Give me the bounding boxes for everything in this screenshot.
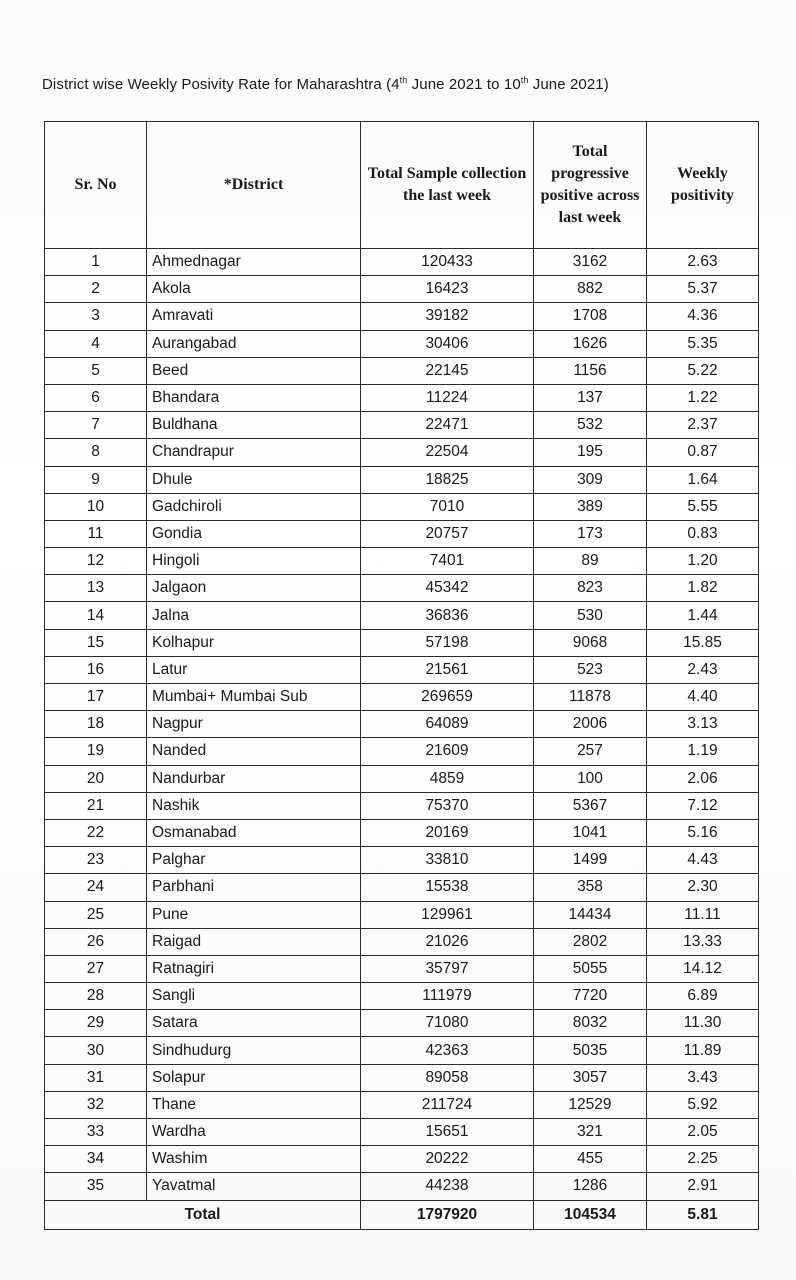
district-cell: Jalgaon	[147, 575, 361, 602]
sample-count-cell: 11224	[361, 384, 534, 411]
sr-no-cell: 23	[45, 847, 147, 874]
sample-count-cell: 21561	[361, 656, 534, 683]
table-row	[45, 847, 759, 874]
district-cell: Gondia	[147, 520, 361, 547]
sr-no-cell: 22	[45, 819, 147, 846]
sample-count-cell: 64089	[361, 711, 534, 738]
sr-no-cell: 9	[45, 466, 147, 493]
positivity-cell: 2.05	[647, 1119, 759, 1146]
table-row	[45, 738, 759, 765]
positivity-cell: 6.89	[647, 983, 759, 1010]
positivity-cell: 3.13	[647, 711, 759, 738]
table-row	[45, 276, 759, 303]
positive-count-cell: 14434	[534, 901, 647, 928]
positivity-cell: 1.64	[647, 466, 759, 493]
positive-count-cell: 9068	[534, 629, 647, 656]
sample-count-cell: 57198	[361, 629, 534, 656]
table-row	[45, 901, 759, 928]
sr-no-cell: 3	[45, 303, 147, 330]
district-cell: Palghar	[147, 847, 361, 874]
positive-count-cell: 173	[534, 520, 647, 547]
sr-no-cell: 16	[45, 656, 147, 683]
header-weekly-positivity: Weekly positivity	[647, 122, 759, 249]
positivity-cell: 5.16	[647, 819, 759, 846]
sr-no-cell: 4	[45, 330, 147, 357]
positivity-cell: 1.44	[647, 602, 759, 629]
positivity-cell: 7.12	[647, 792, 759, 819]
sample-count-cell: 21609	[361, 738, 534, 765]
positive-count-cell: 1708	[534, 303, 647, 330]
table-row	[45, 602, 759, 629]
sample-count-cell: 7401	[361, 548, 534, 575]
district-cell: Latur	[147, 656, 361, 683]
header-sr-no: Sr. No	[45, 122, 147, 249]
positivity-cell: 2.25	[647, 1146, 759, 1173]
table-row	[45, 1010, 759, 1037]
positivity-table	[44, 121, 759, 1230]
positive-count-cell: 1041	[534, 819, 647, 846]
sample-count-cell: 89058	[361, 1064, 534, 1091]
positive-count-cell: 309	[534, 466, 647, 493]
end-day: 10	[503, 76, 521, 93]
district-cell: Osmanabad	[147, 819, 361, 846]
table-row	[45, 520, 759, 547]
positive-count-cell: 11878	[534, 684, 647, 711]
positive-count-cell: 1286	[534, 1173, 647, 1200]
positivity-cell: 5.35	[647, 330, 759, 357]
positivity-cell: 15.85	[647, 629, 759, 656]
positive-count-cell: 882	[534, 276, 647, 303]
positive-count-cell: 5055	[534, 955, 647, 982]
district-cell: Washim	[147, 1146, 361, 1173]
total-samples: 1797920	[361, 1200, 534, 1229]
district-cell: Kolhapur	[147, 629, 361, 656]
positive-count-cell: 1499	[534, 847, 647, 874]
sample-count-cell: 120433	[361, 249, 534, 276]
header-row	[45, 122, 759, 249]
sample-count-cell: 15651	[361, 1119, 534, 1146]
sample-count-cell: 35797	[361, 955, 534, 982]
district-cell: Mumbai+ Mumbai Sub	[147, 684, 361, 711]
district-cell: Nanded	[147, 738, 361, 765]
total-positivity: 5.81	[647, 1200, 759, 1229]
district-cell: Ratnagiri	[147, 955, 361, 982]
district-cell: Thane	[147, 1091, 361, 1118]
table-row	[45, 1091, 759, 1118]
sample-count-cell: 44238	[361, 1173, 534, 1200]
table-row	[45, 765, 759, 792]
sr-no-cell: 12	[45, 548, 147, 575]
district-cell: Ahmednagar	[147, 249, 361, 276]
sr-no-cell: 21	[45, 792, 147, 819]
positivity-cell: 1.19	[647, 738, 759, 765]
sr-no-cell: 30	[45, 1037, 147, 1064]
sr-no-cell: 1	[45, 249, 147, 276]
sr-no-cell: 26	[45, 928, 147, 955]
district-cell: Akola	[147, 276, 361, 303]
district-cell: Yavatmal	[147, 1173, 361, 1200]
sample-count-cell: 30406	[361, 330, 534, 357]
sr-no-cell: 13	[45, 575, 147, 602]
positivity-cell: 2.30	[647, 874, 759, 901]
sr-no-cell: 6	[45, 384, 147, 411]
district-cell: Wardha	[147, 1119, 361, 1146]
district-cell: Aurangabad	[147, 330, 361, 357]
table-row	[45, 1119, 759, 1146]
table-row	[45, 466, 759, 493]
sample-count-cell: 45342	[361, 575, 534, 602]
sr-no-cell: 24	[45, 874, 147, 901]
table-row	[45, 548, 759, 575]
sr-no-cell: 8	[45, 439, 147, 466]
positivity-cell: 2.63	[647, 249, 759, 276]
positivity-cell: 3.43	[647, 1064, 759, 1091]
sr-no-cell: 31	[45, 1064, 147, 1091]
table-row	[45, 928, 759, 955]
sr-no-cell: 7	[45, 412, 147, 439]
district-cell: Dhule	[147, 466, 361, 493]
sr-no-cell: 10	[45, 493, 147, 520]
positivity-cell: 2.43	[647, 656, 759, 683]
district-cell: Beed	[147, 357, 361, 384]
district-cell: Amravati	[147, 303, 361, 330]
positivity-cell: 5.55	[647, 493, 759, 520]
positive-count-cell: 823	[534, 575, 647, 602]
district-cell: Sangli	[147, 983, 361, 1010]
table-row	[45, 983, 759, 1010]
district-cell: Nagpur	[147, 711, 361, 738]
district-cell: Sindhudurg	[147, 1037, 361, 1064]
table-row	[45, 955, 759, 982]
positivity-cell: 11.30	[647, 1010, 759, 1037]
sample-count-cell: 20757	[361, 520, 534, 547]
start-day-suffix: th	[399, 75, 408, 85]
header-total-positive: Total progressive positive across last week	[534, 122, 647, 249]
positivity-cell: 0.83	[647, 520, 759, 547]
district-cell: Parbhani	[147, 874, 361, 901]
start-month-year: June 2021	[411, 76, 483, 93]
positive-count-cell: 530	[534, 602, 647, 629]
positive-count-cell: 7720	[534, 983, 647, 1010]
positive-count-cell: 195	[534, 439, 647, 466]
sample-count-cell: 22504	[361, 439, 534, 466]
table-row	[45, 874, 759, 901]
positive-count-cell: 358	[534, 874, 647, 901]
district-cell: Hingoli	[147, 548, 361, 575]
header-total-sample: Total Sample collection the last week	[361, 122, 534, 249]
sr-no-cell: 5	[45, 357, 147, 384]
table-row	[45, 1173, 759, 1200]
table-row	[45, 493, 759, 520]
table-row	[45, 711, 759, 738]
sample-count-cell: 20169	[361, 819, 534, 846]
district-cell: Jalna	[147, 602, 361, 629]
district-cell: Pune	[147, 901, 361, 928]
district-cell: Satara	[147, 1010, 361, 1037]
positivity-cell: 5.37	[647, 276, 759, 303]
positivity-cell: 0.87	[647, 439, 759, 466]
sample-count-cell: 39182	[361, 303, 534, 330]
sample-count-cell: 18825	[361, 466, 534, 493]
positive-count-cell: 321	[534, 1119, 647, 1146]
positivity-cell: 4.36	[647, 303, 759, 330]
district-cell: Gadchiroli	[147, 493, 361, 520]
district-cell: Chandrapur	[147, 439, 361, 466]
table-row	[45, 1146, 759, 1173]
table-row	[45, 357, 759, 384]
district-cell: Bhandara	[147, 384, 361, 411]
total-positive: 104534	[534, 1200, 647, 1229]
table-row	[45, 412, 759, 439]
sr-no-cell: 15	[45, 629, 147, 656]
table-row	[45, 1037, 759, 1064]
sr-no-cell: 28	[45, 983, 147, 1010]
table-row	[45, 819, 759, 846]
positive-count-cell: 3162	[534, 249, 647, 276]
district-cell: Nandurbar	[147, 765, 361, 792]
sample-count-cell: 7010	[361, 493, 534, 520]
positive-count-cell: 100	[534, 765, 647, 792]
positivity-cell: 2.91	[647, 1173, 759, 1200]
positivity-cell: 13.33	[647, 928, 759, 955]
sample-count-cell: 4859	[361, 765, 534, 792]
positive-count-cell: 389	[534, 493, 647, 520]
table-row	[45, 629, 759, 656]
table-row	[45, 656, 759, 683]
sample-count-cell: 129961	[361, 901, 534, 928]
sample-count-cell: 111979	[361, 983, 534, 1010]
positivity-cell: 5.22	[647, 357, 759, 384]
table-row	[45, 303, 759, 330]
sr-no-cell: 18	[45, 711, 147, 738]
sr-no-cell: 27	[45, 955, 147, 982]
sample-count-cell: 22145	[361, 357, 534, 384]
sr-no-cell: 33	[45, 1119, 147, 1146]
positive-count-cell: 5367	[534, 792, 647, 819]
positivity-cell: 4.43	[647, 847, 759, 874]
table-body	[45, 249, 759, 1201]
sample-count-cell: 71080	[361, 1010, 534, 1037]
sample-count-cell: 22471	[361, 412, 534, 439]
total-row	[45, 1200, 759, 1229]
positive-count-cell: 257	[534, 738, 647, 765]
sr-no-cell: 19	[45, 738, 147, 765]
positive-count-cell: 523	[534, 656, 647, 683]
title-text: District wise Weekly Posivity Rate for Maharashtra	[42, 76, 382, 93]
sr-no-cell: 14	[45, 602, 147, 629]
positivity-cell: 1.20	[647, 548, 759, 575]
district-cell: Nashik	[147, 792, 361, 819]
sample-count-cell: 269659	[361, 684, 534, 711]
table-row	[45, 439, 759, 466]
sr-no-cell: 2	[45, 276, 147, 303]
end-day-suffix: th	[520, 75, 529, 85]
sr-no-cell: 35	[45, 1173, 147, 1200]
positive-count-cell: 3057	[534, 1064, 647, 1091]
positivity-cell: 2.37	[647, 412, 759, 439]
table-row	[45, 249, 759, 276]
positivity-cell: 14.12	[647, 955, 759, 982]
sample-count-cell: 42363	[361, 1037, 534, 1064]
sr-no-cell: 20	[45, 765, 147, 792]
positive-count-cell: 1156	[534, 357, 647, 384]
sr-no-cell: 32	[45, 1091, 147, 1118]
sr-no-cell: 25	[45, 901, 147, 928]
positivity-cell: 1.82	[647, 575, 759, 602]
table-row	[45, 684, 759, 711]
positivity-cell: 1.22	[647, 384, 759, 411]
sr-no-cell: 11	[45, 520, 147, 547]
positive-count-cell: 455	[534, 1146, 647, 1173]
positive-count-cell: 2006	[534, 711, 647, 738]
positive-count-cell: 89	[534, 548, 647, 575]
sr-no-cell: 34	[45, 1146, 147, 1173]
sample-count-cell: 16423	[361, 276, 534, 303]
sample-count-cell: 36836	[361, 602, 534, 629]
district-cell: Raigad	[147, 928, 361, 955]
positive-count-cell: 12529	[534, 1091, 647, 1118]
table-row	[45, 330, 759, 357]
positive-count-cell: 2802	[534, 928, 647, 955]
sample-count-cell: 20222	[361, 1146, 534, 1173]
sample-count-cell: 21026	[361, 928, 534, 955]
positivity-cell: 11.89	[647, 1037, 759, 1064]
positivity-cell: 4.40	[647, 684, 759, 711]
table-row	[45, 1064, 759, 1091]
table-row	[45, 384, 759, 411]
sr-no-cell: 29	[45, 1010, 147, 1037]
header-district: *District	[147, 122, 361, 249]
positive-count-cell: 5035	[534, 1037, 647, 1064]
sample-count-cell: 211724	[361, 1091, 534, 1118]
table-row	[45, 792, 759, 819]
sample-count-cell: 33810	[361, 847, 534, 874]
sr-no-cell: 17	[45, 684, 147, 711]
positive-count-cell: 137	[534, 384, 647, 411]
total-label: Total	[45, 1200, 361, 1229]
end-month-year: June 2021	[532, 76, 604, 93]
positive-count-cell: 532	[534, 412, 647, 439]
positive-count-cell: 1626	[534, 330, 647, 357]
positive-count-cell: 8032	[534, 1010, 647, 1037]
positivity-cell: 11.11	[647, 901, 759, 928]
positivity-cell: 2.06	[647, 765, 759, 792]
district-cell: Solapur	[147, 1064, 361, 1091]
document-title: District wise Weekly Posivity Rate for Maharashtra (4th June 2021 to 10th June 2021)	[42, 75, 609, 93]
sample-count-cell: 15538	[361, 874, 534, 901]
sample-count-cell: 75370	[361, 792, 534, 819]
table-row	[45, 575, 759, 602]
district-cell: Buldhana	[147, 412, 361, 439]
start-day: 4	[391, 76, 400, 93]
positivity-cell: 5.92	[647, 1091, 759, 1118]
